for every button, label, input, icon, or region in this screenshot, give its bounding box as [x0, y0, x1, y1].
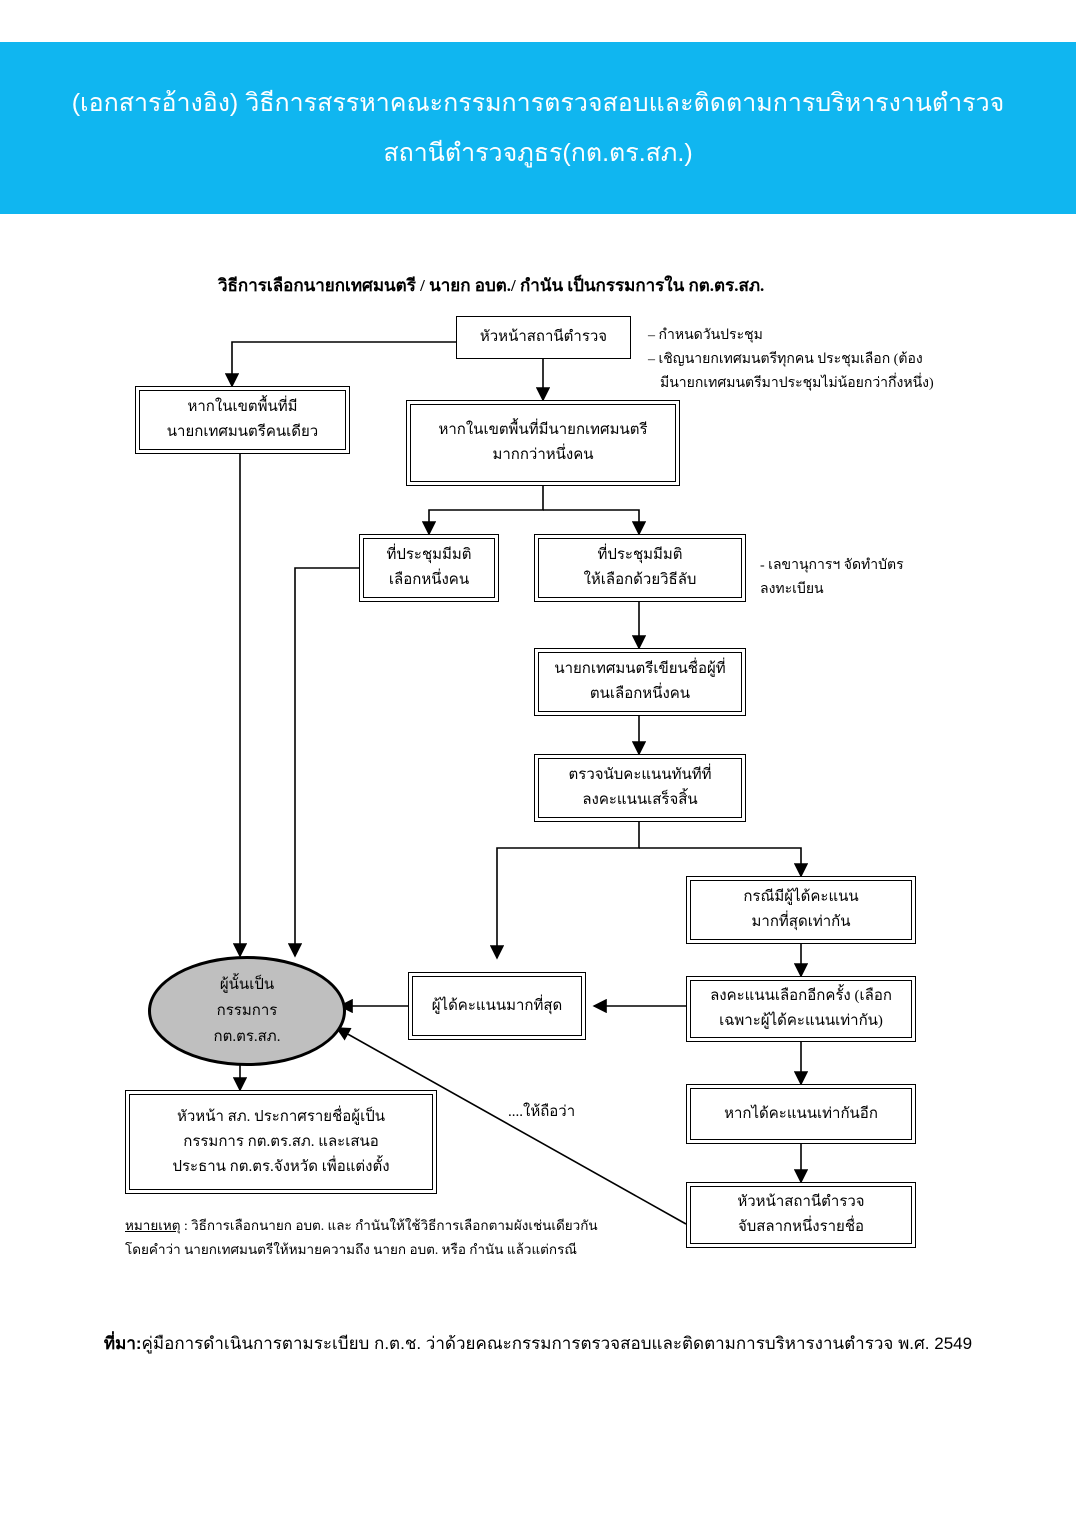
diagram-remark: [125, 1214, 745, 1262]
annotation-secretary-note-line-1: - เลขานุการฯ จัดทำบัตร: [760, 558, 904, 573]
node-chief-of-station: [456, 316, 631, 359]
node-announce-line-1: หัวหน้า สภ. ประกาศรายชื่อผู้เป็น: [177, 1108, 385, 1125]
remark-label: หมายเหตุ: [125, 1218, 181, 1233]
header-title-line-1: (เอกสารอ้างอิง) วิธีการสรรหาคณะกรรมการตรวจสอบและติดตามการบริหารงานตำรวจ: [71, 89, 1005, 117]
source-text: คู่มือการดำเนินการตามระเบียบ ก.ต.ช. ว่าด้วยคณะกรรมการตรวจสอบและติดตามการบริหารงานตำรวจ พ.ศ. 2549: [141, 1334, 973, 1353]
node-announce-line-3: ประธาน กต.ตร.จังหวัด เพื่อแต่งตั้ง: [172, 1158, 390, 1175]
node-many-mayors-line-1: หากในเขตพื้นที่มีนายกเทศมนตรี: [438, 422, 648, 438]
diagram-title: วิธีการเลือกนายกเทศมนตรี / นายก อบต./ กำนัน เป็นกรรมการใน กต.ตร.สภ.: [218, 276, 765, 295]
node-tie-case-line-1: กรณีมีผู้ได้คะแนน: [743, 889, 859, 905]
node-resolution-pick-one: [359, 534, 499, 602]
source-label: ที่มา:: [103, 1334, 142, 1353]
node-single-mayor-line-1: หากในเขตพื้นที่มี: [187, 399, 298, 415]
node-result-line-1: ผู้นั้นเป็น: [219, 977, 275, 993]
page-header-banner: [0, 42, 1076, 214]
annotation-chief-notes-line-2: – เชิญนายกเทศมนตรีทุกคน ประชุมเลือก (ต้อง: [648, 352, 923, 367]
header-title-line-2: สถานีตำรวจภูธร(กต.ตร.สภ.): [383, 139, 693, 167]
node-resolution-secret-vote: [534, 534, 746, 602]
node-tie-case-line-2: มากที่สุดเท่ากัน: [751, 914, 851, 930]
annotation-chief-notes-line-3: มีนายกเทศมนตรีมาประชุมไม่น้อยกว่ากึ่งหนึ่ง): [660, 376, 934, 391]
node-announce-line-2: กรรมการ กต.ตร.สภ. และเสนอ: [183, 1133, 379, 1150]
annotation-secretary-note: [760, 554, 904, 602]
node-result-committee-member: [148, 956, 346, 1066]
node-resolution-pick-one-line-2: เลือกหนึ่งคน: [388, 572, 470, 588]
node-write-name-line-1: นายกเทศมนตรีเขียนชื่อผู้ที่: [554, 661, 726, 677]
annotation-chief-notes-line-1: – กำหนดวันประชุม: [648, 328, 763, 343]
annotation-deem-as: ....ให้ถือว่า: [508, 1104, 576, 1120]
node-single-mayor-line-2: นายกเทศมนตรีคนเดียว: [166, 424, 319, 440]
node-write-name: [534, 648, 746, 716]
node-write-name-line-2: ตนเลือกหนึ่งคน: [589, 686, 691, 702]
node-resolution-secret-line-1: ที่ประชุมมีมติ: [597, 547, 683, 563]
node-draw-lot-line-1: หัวหน้าสถานีตำรวจ: [737, 1194, 865, 1210]
node-resolution-pick-one-line-1: ที่ประชุมมีมติ: [386, 547, 472, 563]
remark-line-2: โดยคำว่า นายกเทศมนตรีให้หมายความถึง นายก อบต. หรือ กำนัน แล้วแต่กรณี: [125, 1242, 577, 1257]
node-revote-line-2: เฉพาะผู้ได้คะแนนเท่ากัน): [719, 1013, 883, 1029]
node-revote: [686, 976, 916, 1042]
node-single-mayor: [135, 386, 350, 454]
node-result-line-3: กต.ตร.สภ.: [213, 1029, 281, 1045]
node-many-mayors: [406, 400, 680, 486]
flowchart: [0, 214, 1076, 1334]
node-most-votes: [408, 972, 586, 1040]
node-most-votes-line-1: ผู้ได้คะแนนมากที่สุด: [431, 997, 563, 1014]
annotation-secretary-note-line-2: ลงทะเบียน: [760, 582, 824, 597]
annotation-chief-notes: [648, 324, 934, 396]
node-chief-of-station-line-1: หัวหน้าสถานีตำรวจ: [479, 329, 608, 345]
node-revote-line-1: ลงคะแนนเลือกอีกครั้ง (เลือก: [710, 988, 892, 1004]
node-resolution-secret-line-2: ให้เลือกด้วยวิธีลับ: [583, 572, 697, 588]
node-tie-again: [686, 1084, 916, 1144]
remark-line-1: : วิธีการเลือกนายก อบต. และ กำนันให้ใช้วิธีการเลือกตามผังเช่นเดียวกัน: [180, 1218, 598, 1233]
node-announce-appointment: [125, 1090, 437, 1194]
node-result-line-2: กรรมการ: [216, 1003, 278, 1019]
node-tie-case: [686, 876, 916, 944]
node-many-mayors-line-2: มากกว่าหนึ่งคน: [492, 447, 594, 463]
node-count-votes: [534, 754, 746, 822]
node-tie-again-line-1: หากได้คะแนนเท่ากันอีก: [724, 1105, 878, 1122]
node-draw-lot-line-2: จับสลากหนึ่งรายชื่อ: [737, 1219, 865, 1235]
node-count-votes-line-2: ลงคะแนนเสร็จสิ้น: [582, 792, 698, 808]
source-citation: [0, 1330, 1076, 1357]
node-count-votes-line-1: ตรวจนับคะแนนทันทีที่: [568, 767, 712, 783]
